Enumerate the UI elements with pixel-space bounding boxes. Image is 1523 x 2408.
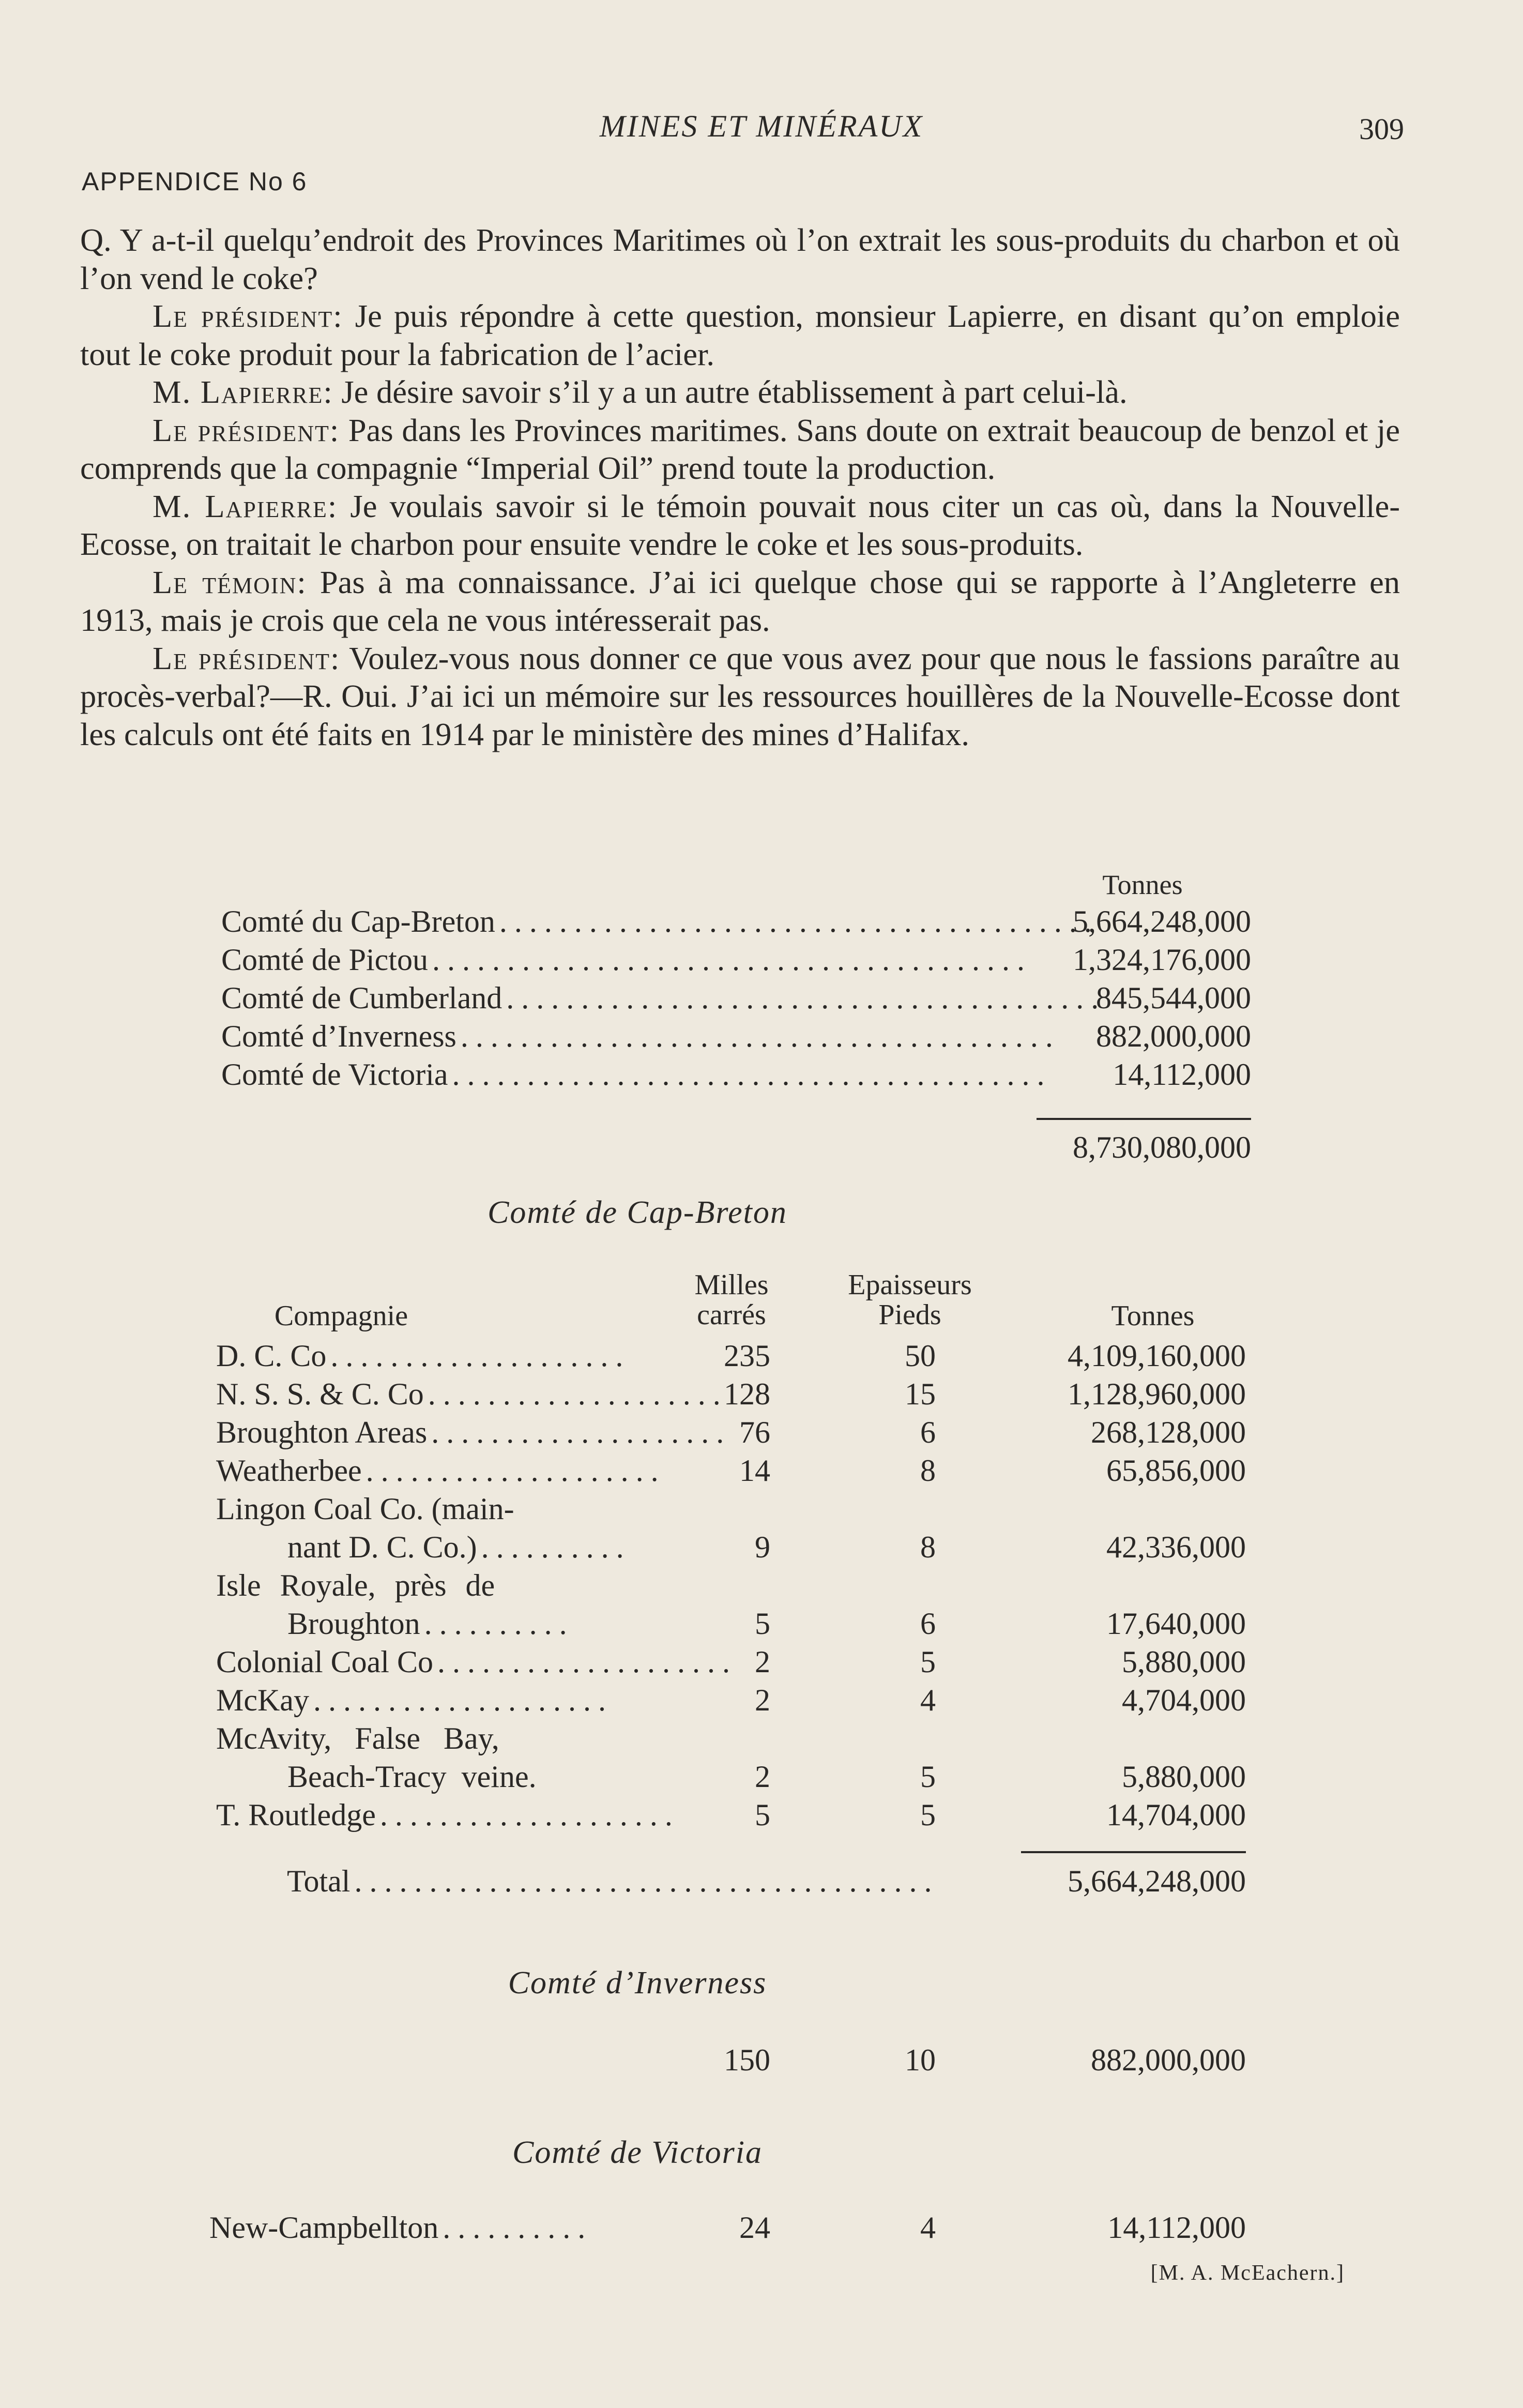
paragraph-text: Pas dans les Provinces maritimes. Sans doute on extrait beaucoup de benzol et je comprends que la compagnie “Imperial Oil” prend toute la production. bbox=[80, 412, 1400, 486]
tons-value: 1,128,960,000 bbox=[1068, 1377, 1246, 1411]
table-row bbox=[0, 1797, 1523, 1836]
table-row bbox=[0, 1491, 1523, 1568]
leader-dots: ........................................ bbox=[499, 904, 1099, 938]
row-label-line2 bbox=[287, 1606, 625, 1642]
table-row bbox=[0, 1338, 1523, 1376]
paragraph bbox=[80, 412, 1400, 488]
page-header bbox=[0, 109, 1523, 150]
col-header-tons: Tonnes bbox=[1111, 1300, 1195, 1332]
label-text: Comté de Pictou bbox=[221, 943, 428, 977]
col-header-text: carrés bbox=[697, 1299, 766, 1331]
col-header-text: Milles bbox=[694, 1269, 769, 1301]
paragraph-text: Je désire savoir s’il y a un autre établissement à part celui-là. bbox=[333, 374, 1128, 410]
table-row bbox=[0, 942, 1523, 980]
miles-value: 5 bbox=[755, 1607, 770, 1641]
leader-dots: .................... bbox=[431, 1415, 732, 1449]
table-row bbox=[0, 1683, 1523, 1721]
feet-value: 4 bbox=[920, 2210, 936, 2245]
label-text: N. S. S. & C. Co bbox=[216, 1377, 424, 1411]
col-header-text: Epaisseurs bbox=[848, 1269, 972, 1301]
feet-value: 15 bbox=[905, 1377, 936, 1411]
row-label-line1 bbox=[216, 1721, 630, 1756]
unit-header: Tonnes bbox=[1102, 869, 1183, 900]
speaker: Le président: bbox=[153, 298, 343, 334]
leader-dots: .......... bbox=[443, 2210, 593, 2245]
row-label-line1: Lingon Coal Co. (main- bbox=[216, 1492, 514, 1526]
feet-value: 4 bbox=[920, 1683, 936, 1717]
table-row bbox=[0, 904, 1523, 942]
feet-value: 10 bbox=[905, 2043, 936, 2077]
appendix-label: APPENDICE No 6 bbox=[82, 167, 308, 196]
row-label bbox=[216, 1644, 737, 1680]
feet-value: 6 bbox=[920, 1607, 936, 1641]
label-text: Comté d’Inverness bbox=[221, 1019, 456, 1053]
total-value: 5,664,248,000 bbox=[1068, 1864, 1246, 1898]
paragraph-text: Q. Y a-t-il quelqu’endroit des Provinces Maritimes où l’on extrait les sous-produits du charbon et où l’on vend le coke? bbox=[80, 222, 1400, 296]
label-text: Beach-Tracy veine. bbox=[287, 1760, 537, 1794]
col-header-miles bbox=[677, 1270, 786, 1330]
miles-value: 9 bbox=[755, 1530, 770, 1564]
label-text: Colonial Coal Co bbox=[216, 1645, 433, 1679]
col-header-thickness bbox=[817, 1270, 1003, 1330]
label-text: Total bbox=[287, 1864, 351, 1898]
paragraph-text: Voulez-vous nous donner ce que vous avez pour que nous le fassions paraître au procès-verbal?—R. Oui. J’ai ici un mémoire sur les ressources houillères de la Nouvelle-Ecosse dont les calculs ont été faits en 1914 par le ministère des mines d’Halifax. bbox=[80, 640, 1400, 752]
tons-value: 882,000,000 bbox=[1091, 2043, 1246, 2077]
row-value: 5,664,248,000 bbox=[1073, 904, 1251, 938]
leader-dots: .................... bbox=[437, 1645, 737, 1679]
row-label bbox=[216, 1415, 732, 1450]
row-label-line2 bbox=[287, 1759, 629, 1795]
leader-dots: ....................................... bbox=[354, 1864, 939, 1898]
leader-dots: .......... bbox=[424, 1607, 574, 1641]
label-text: nant D. C. Co.) bbox=[287, 1530, 477, 1564]
label-text: Isle Royale, près de bbox=[216, 1568, 495, 1602]
label-text: Weatherbee bbox=[216, 1453, 362, 1488]
feet-value: 8 bbox=[920, 1453, 936, 1488]
speaker: M. Lapierre: bbox=[153, 488, 338, 524]
paragraph bbox=[80, 488, 1400, 564]
table-row bbox=[0, 1644, 1523, 1683]
leader-dots: ........................................ bbox=[432, 943, 1032, 977]
miles-value: 150 bbox=[724, 2043, 770, 2077]
tons-value: 14,112,000 bbox=[1107, 2210, 1246, 2245]
miles-value: 5 bbox=[755, 1798, 770, 1832]
table-row bbox=[0, 1019, 1523, 1057]
tons-value: 268,128,000 bbox=[1091, 1415, 1246, 1449]
miles-value: 2 bbox=[755, 1683, 770, 1717]
feet-value: 5 bbox=[920, 1645, 936, 1679]
row-label bbox=[221, 980, 1106, 1016]
total-row bbox=[0, 1864, 1523, 1902]
label-text: Comté de Victoria bbox=[221, 1057, 448, 1092]
tons-value: 17,640,000 bbox=[1106, 1607, 1246, 1641]
row-label bbox=[216, 1376, 728, 1412]
label-text: D. C. Co bbox=[216, 1339, 327, 1373]
tons-value: 14,704,000 bbox=[1106, 1798, 1246, 1832]
summary-table bbox=[0, 869, 1523, 1189]
leader-dots: ........................................ bbox=[452, 1057, 1052, 1092]
paragraph-text: Je voulais savoir si le témoin pouvait nous citer un cas où, dans la Nouvelle-Ecosse, on traitait le charbon pour ensuite vendre le coke et les sous-produits. bbox=[80, 488, 1400, 562]
leader-dots: .................... bbox=[379, 1798, 680, 1832]
miles-value: 2 bbox=[755, 1645, 770, 1679]
total-label bbox=[287, 1864, 985, 1899]
cape-breton-table bbox=[0, 1267, 1523, 1903]
feet-value: 6 bbox=[920, 1415, 936, 1449]
col-header-text: Pieds bbox=[878, 1299, 941, 1331]
tons-value: 4,109,160,000 bbox=[1068, 1339, 1246, 1373]
signature: [M. A. McEachern.] bbox=[1150, 2261, 1345, 2285]
summary-total: 8,730,080,000 bbox=[1073, 1130, 1251, 1164]
feet-value: 5 bbox=[920, 1760, 936, 1794]
row-label bbox=[221, 942, 1032, 978]
table-row bbox=[0, 1568, 1523, 1644]
paragraph bbox=[80, 564, 1400, 640]
leader-dots: .................... bbox=[330, 1339, 631, 1373]
tons-value: 42,336,000 bbox=[1106, 1530, 1246, 1564]
running-title: MINES ET MINÉRAUX bbox=[599, 109, 924, 143]
tons-value: 65,856,000 bbox=[1106, 1453, 1246, 1488]
speaker: M. Lapierre: bbox=[153, 374, 333, 410]
row-label bbox=[216, 1453, 666, 1489]
row-label bbox=[216, 1338, 631, 1374]
leader-dots: ........................................ bbox=[460, 1019, 1060, 1053]
row-label bbox=[216, 1797, 680, 1833]
label-text: Comté du Cap-Breton bbox=[221, 904, 495, 938]
row-label bbox=[221, 1057, 1052, 1093]
miles-value: 235 bbox=[724, 1339, 770, 1373]
leader-dots: .................... bbox=[365, 1453, 666, 1488]
label-text: Comté de Cumberland bbox=[221, 981, 502, 1015]
col-header-company: Compagnie bbox=[274, 1300, 408, 1332]
table-row bbox=[0, 980, 1523, 1019]
paragraph-text: Je puis répondre à cette question, monsieur Lapierre, en disant qu’on emploie tout le coke produit pour la fabrication de l’acier. bbox=[80, 298, 1400, 372]
table-row bbox=[0, 1415, 1523, 1453]
tons-value: 5,880,000 bbox=[1122, 1645, 1246, 1679]
row-label bbox=[221, 1019, 1060, 1054]
total-rule bbox=[1021, 1851, 1246, 1853]
victoria-row bbox=[0, 2210, 1523, 2251]
row-label bbox=[216, 1683, 625, 1718]
testimony-text bbox=[80, 221, 1400, 753]
label-text: McAvity, False Bay, bbox=[216, 1721, 499, 1755]
tons-value: 5,880,000 bbox=[1122, 1760, 1246, 1794]
paragraph bbox=[80, 221, 1400, 297]
table-row bbox=[0, 1721, 1523, 1797]
miles-value: 2 bbox=[755, 1760, 770, 1794]
paragraph bbox=[80, 640, 1400, 754]
row-label-line1 bbox=[216, 1568, 625, 1603]
label-text: T. Routledge bbox=[216, 1798, 376, 1832]
section-title-victoria: Comté de Victoria bbox=[512, 2135, 763, 2170]
label-text: Broughton bbox=[287, 1607, 420, 1641]
row-label-line2 bbox=[287, 1529, 631, 1565]
leader-dots: .......... bbox=[481, 1530, 631, 1564]
speaker: Le président: bbox=[153, 640, 341, 676]
miles-value: 14 bbox=[739, 1453, 770, 1488]
speaker: Le président: bbox=[153, 412, 340, 448]
total-rule bbox=[1037, 1118, 1251, 1120]
label-text: New-Campbellton bbox=[209, 2210, 439, 2245]
miles-value: 76 bbox=[739, 1415, 770, 1449]
paragraph-text: Pas à ma connaissance. J’ai ici quelque chose qui se rapporte à l’Angleterre en 1913, mais je crois que cela ne vous intéresserait pas. bbox=[80, 564, 1400, 638]
row-label bbox=[209, 2210, 623, 2246]
paragraph bbox=[80, 297, 1400, 373]
table-row bbox=[0, 1057, 1523, 1095]
table-row bbox=[0, 1376, 1523, 1415]
miles-value: 24 bbox=[739, 2210, 770, 2245]
leader-dots: ........................................ bbox=[506, 981, 1106, 1015]
row-label bbox=[221, 904, 1099, 940]
row-value: 14,112,000 bbox=[1113, 1057, 1251, 1092]
miles-value: 128 bbox=[724, 1377, 770, 1411]
feet-value: 50 bbox=[905, 1339, 936, 1373]
leader-dots: .................... bbox=[313, 1683, 613, 1717]
label-text: McKay bbox=[216, 1683, 309, 1717]
table-row bbox=[0, 1453, 1523, 1491]
paragraph bbox=[80, 373, 1400, 412]
feet-value: 5 bbox=[920, 1798, 936, 1832]
row-value: 845,544,000 bbox=[1096, 981, 1251, 1015]
inverness-row bbox=[0, 2042, 1523, 2084]
tons-value: 4,704,000 bbox=[1122, 1683, 1246, 1717]
row-value: 882,000,000 bbox=[1096, 1019, 1251, 1053]
section-title-cape-breton: Comté de Cap-Breton bbox=[488, 1195, 787, 1230]
section-title-inverness: Comté d’Inverness bbox=[508, 1965, 767, 2001]
page-number: 309 bbox=[1359, 112, 1404, 146]
feet-value: 8 bbox=[920, 1530, 936, 1564]
row-value: 1,324,176,000 bbox=[1073, 943, 1251, 977]
label-text: Broughton Areas bbox=[216, 1415, 428, 1449]
leader-dots: .................... bbox=[428, 1377, 728, 1411]
speaker: Le témoin: bbox=[153, 564, 307, 600]
